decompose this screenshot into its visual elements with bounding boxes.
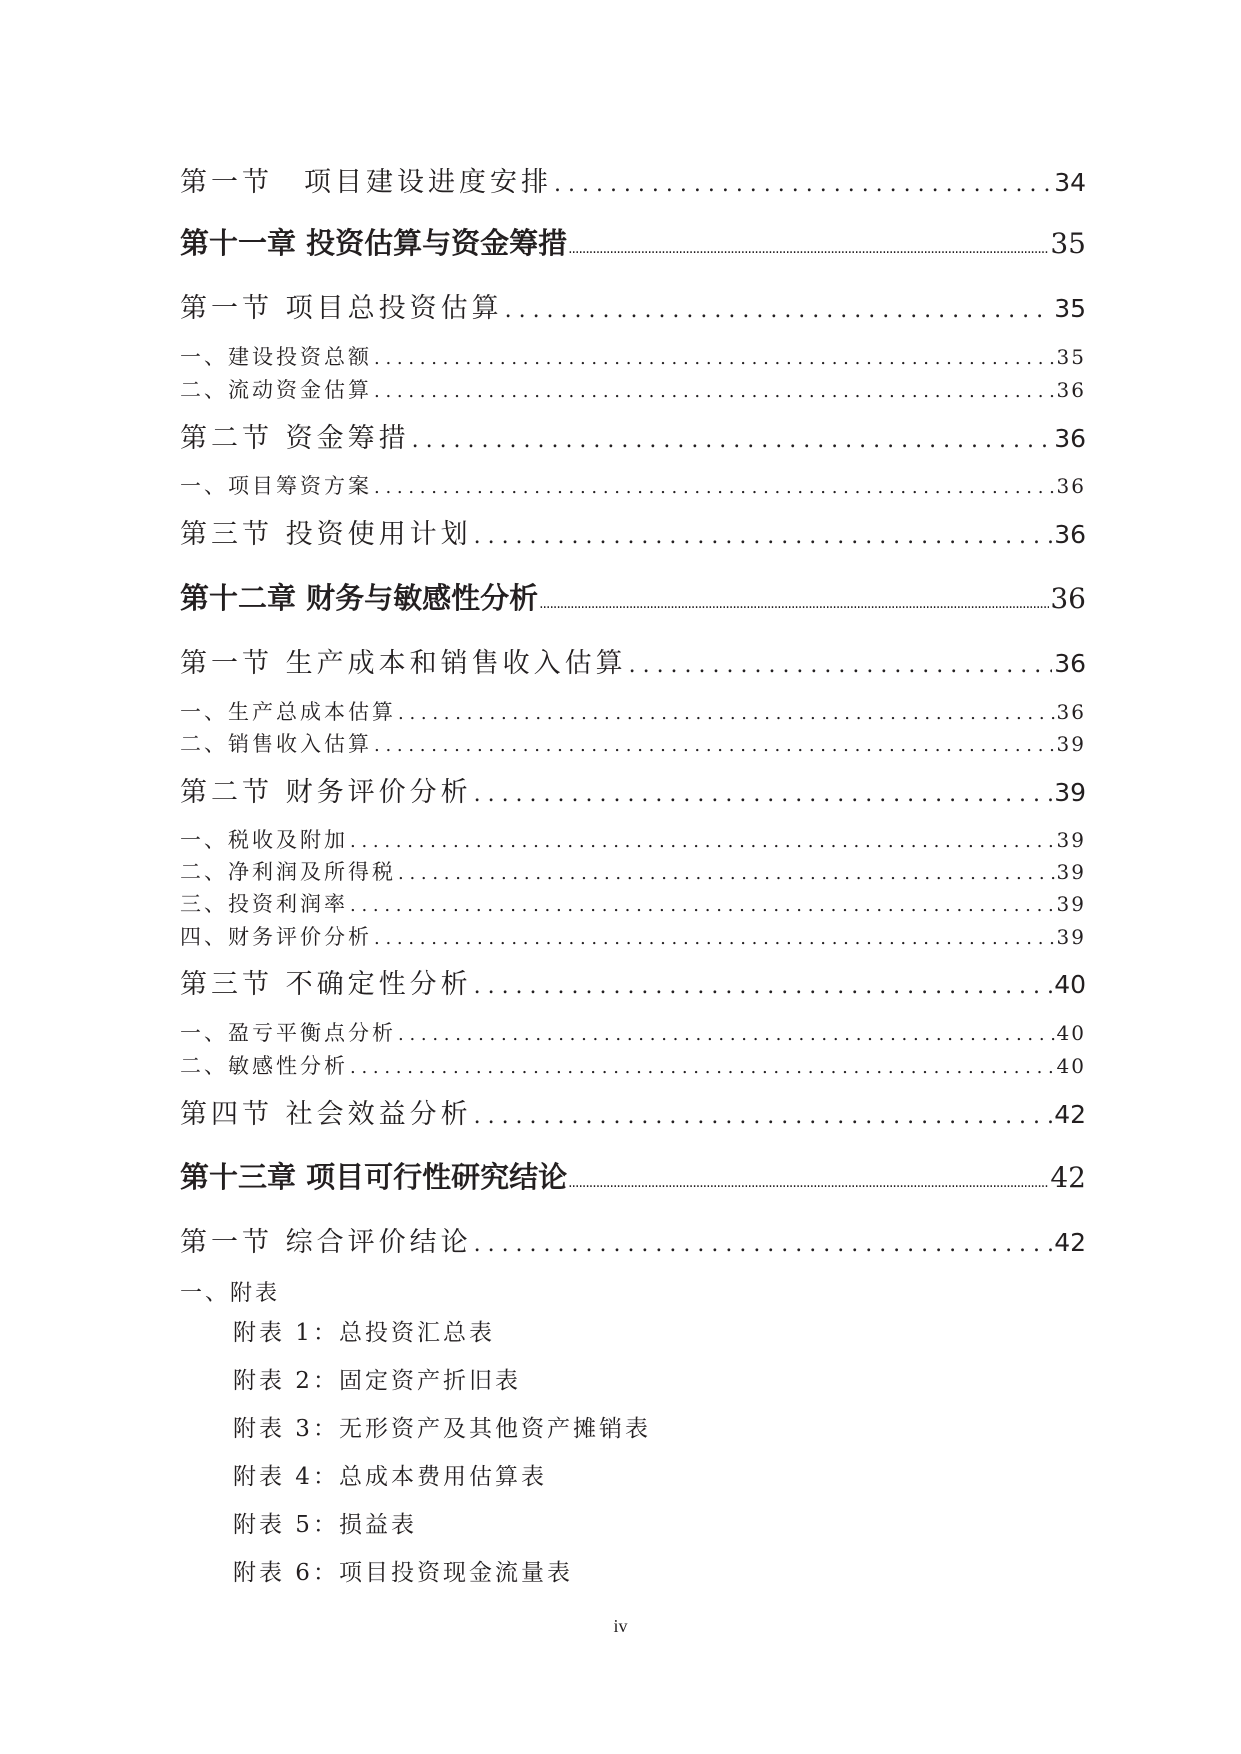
toc-entry-title: 第十一章 投资估算与资金筹措 [180,226,568,260]
toc-dot-leader [474,1232,1053,1257]
toc-section-entry[interactable] [180,286,1086,325]
toc-entry-title: 第一节 项目总投资估算 [180,293,503,324]
toc-entry-page: 39 [1056,925,1086,949]
toc-entry-title: 第一节 生产成本和销售收入估算 [180,648,627,679]
toc-entry-page: 36 [1054,520,1086,549]
toc-entry-page: 36 [1054,649,1086,678]
toc-dot-leader [350,831,1055,852]
toc-dot-leader [474,1104,1053,1129]
toc-dot-leader [398,1024,1055,1045]
toc-dot-leader [629,653,1053,678]
toc-entry-title: 二、流动资金估算 [180,378,372,402]
toc-chapter-entry[interactable] [180,221,1086,262]
appendix-item: 附表 2：固定资产折旧表 [233,1368,521,1394]
toc-dot-leader [374,381,1055,402]
toc-section-entry[interactable] [180,962,1086,1001]
toc-item-entry[interactable] [180,1017,1086,1047]
appendix-item: 附表 4：总成本费用估算表 [233,1464,547,1490]
toc-dot-leader [374,477,1055,498]
toc-entry-title: 三、投资利润率 [180,892,348,916]
toc-dot-leader [539,596,1049,612]
toc-entry-title: 第二节 财务评价分析 [180,777,472,808]
toc-entry-page: 42 [1054,1100,1086,1129]
toc-section-entry[interactable] [180,770,1086,809]
toc-entry-title: 第三节 投资使用计划 [180,519,472,550]
toc-entry-page: 40 [1054,970,1086,999]
toc-entry-page: 42 [1050,1161,1086,1194]
toc-entry-title: 一、盈亏平衡点分析 [180,1021,396,1045]
toc-dot-leader [474,974,1053,999]
toc-entry-page: 34 [1054,168,1086,197]
toc-entry-title: 第二节 资金筹措 [180,423,410,454]
toc-item-entry[interactable] [180,696,1086,726]
toc-entry-page: 35 [1054,294,1086,323]
toc-dot-leader [554,172,1052,197]
toc-section-entry[interactable] [180,416,1086,455]
toc-entry-title: 二、净利润及所得税 [180,860,396,884]
page-number: iv [613,1616,628,1636]
toc-item-entry[interactable] [180,888,1086,918]
toc-item-entry[interactable] [180,1050,1086,1080]
toc-entry-page: 40 [1056,1054,1086,1078]
toc-item-entry[interactable] [180,374,1086,404]
toc-dot-leader [374,735,1055,756]
toc-dot-leader [398,863,1055,884]
appendix-item: 附表 5：损益表 [233,1512,417,1538]
toc-entry-title: 一、税收及附加 [180,828,348,852]
toc-entry-page: 36 [1056,378,1086,402]
toc-entry-page: 39 [1056,732,1086,756]
toc-entry-page: 35 [1056,345,1086,369]
toc-item-entry[interactable] [180,921,1086,951]
toc-entry-title: 一、建设投资总额 [180,345,372,369]
toc-item-entry[interactable] [180,470,1086,500]
toc-dot-leader [412,428,1053,453]
toc-entry-title: 一、项目筹资方案 [180,474,372,498]
toc-entry-title: 第十三章 项目可行性研究结论 [180,1160,568,1194]
toc-entry-title: 二、销售收入估算 [180,732,372,756]
toc-dot-leader [374,348,1055,369]
toc-entry-title: 二、敏感性分析 [180,1054,348,1078]
toc-chapter-entry[interactable] [180,576,1086,617]
toc-dot-leader [374,928,1055,949]
toc-section-entry[interactable] [180,512,1086,551]
toc-entry-page: 39 [1056,892,1086,916]
toc-entry-page: 39 [1054,778,1086,807]
toc-dot-leader [350,895,1055,916]
toc-entry-title: 第十二章 财务与敏感性分析 [180,581,539,615]
toc-entry-page: 39 [1056,860,1086,884]
toc-section-entry[interactable] [180,160,1086,199]
toc-entry-page: 39 [1056,828,1086,852]
toc-entry-page: 40 [1056,1021,1086,1045]
toc-entry-title: 第一节 综合评价结论 [180,1227,472,1258]
toc-dot-leader [474,524,1053,549]
toc-entry-title: 一、生产总成本估算 [180,700,396,724]
toc-dot-leader [568,1175,1049,1191]
toc-entry-page: 36 [1054,424,1086,453]
toc-item-entry[interactable] [180,728,1086,758]
toc-entry-page: 36 [1056,700,1086,724]
toc-entry-title: 四、财务评价分析 [180,925,372,949]
toc-entry-page: 35 [1050,227,1086,260]
toc-entry-page: 36 [1050,582,1086,615]
toc-item-entry[interactable] [180,341,1086,371]
toc-section-entry[interactable] [180,1220,1086,1259]
appendix-item: 附表 6：项目投资现金流量表 [233,1560,573,1586]
toc-chapter-entry[interactable] [180,1155,1086,1196]
toc-entry-page: 36 [1056,474,1086,498]
toc-item-entry[interactable] [180,856,1086,886]
toc-dot-leader [398,703,1055,724]
toc-entry-title: 第一节 项目建设进度安排 [180,167,552,198]
appendix-item: 附表 1：总投资汇总表 [233,1320,495,1346]
appendix-item: 附表 3：无形资产及其他资产摊销表 [233,1416,651,1442]
toc-entry-page: 42 [1054,1228,1086,1257]
toc-dot-leader [350,1057,1055,1078]
appendix-heading: 一、附表 [180,1281,281,1306]
toc-entry-title: 第三节 不确定性分析 [180,969,472,1000]
toc-section-entry[interactable] [180,1092,1086,1131]
toc-item-entry[interactable] [180,824,1086,854]
toc-dot-leader [505,298,1053,323]
toc-section-entry[interactable] [180,641,1086,680]
toc-dot-leader [474,782,1053,807]
toc-entry-title: 第四节 社会效益分析 [180,1099,472,1130]
toc-dot-leader [568,241,1049,257]
